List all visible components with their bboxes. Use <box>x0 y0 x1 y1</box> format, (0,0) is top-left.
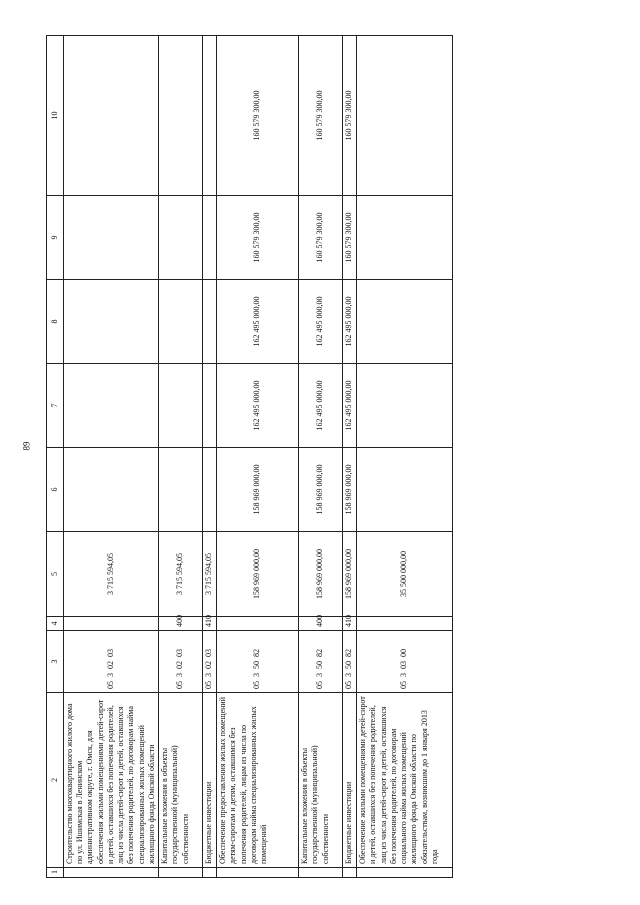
rotated-table-container <box>46 36 440 878</box>
header-cell: 6 <box>47 448 64 532</box>
value-col6: 158 969 000,00 <box>217 448 299 532</box>
empty-cell <box>64 868 159 878</box>
value-col7 <box>357 364 453 448</box>
value-col8: 162 495 000,00 <box>299 280 343 364</box>
table-row <box>64 36 159 878</box>
value-col5: 158 969 000,00 <box>217 532 299 617</box>
header-row <box>47 36 64 878</box>
table-row <box>299 36 343 878</box>
header-cell: 7 <box>47 364 64 448</box>
empty-cell <box>343 868 357 878</box>
row-name: Обеспечение предоставления жилых помещений детям-сиротам и детям, оставшимся без попечения родителей, лицам из числа по договорам найма специализированных жилых помещений <box>217 693 299 868</box>
value-col10: 160 579 300,00 <box>343 36 357 196</box>
value-col10 <box>203 36 217 196</box>
expense-type: 400 <box>299 617 343 631</box>
budget-code: 05 3 02 03 <box>159 631 203 693</box>
empty-cell <box>217 868 299 878</box>
value-col10 <box>159 36 203 196</box>
value-col9 <box>159 196 203 280</box>
budget-code: 05 3 02 03 <box>203 631 217 693</box>
value-col9: 160 579 300,00 <box>299 196 343 280</box>
empty-cell <box>299 868 343 878</box>
header-cell: 4 <box>47 617 64 631</box>
expense-type <box>64 617 159 631</box>
table-row <box>159 36 203 878</box>
value-col8 <box>357 280 453 364</box>
header-cell: 8 <box>47 280 64 364</box>
value-col8 <box>203 280 217 364</box>
header-cell: 3 <box>47 631 64 693</box>
value-col5: 3 715 594,05 <box>159 532 203 617</box>
value-col7: 162 495 000,00 <box>343 364 357 448</box>
value-col7: 162 495 000,00 <box>299 364 343 448</box>
expense-type: 410 <box>343 617 357 631</box>
value-col9 <box>203 196 217 280</box>
expense-type: 410 <box>203 617 217 631</box>
budget-code: 05 3 50 82 <box>299 631 343 693</box>
empty-cell <box>159 868 203 878</box>
value-col5: 158 969 000,00 <box>299 532 343 617</box>
table-row <box>343 36 357 878</box>
value-col9: 160 579 300,00 <box>343 196 357 280</box>
budget-code: 05 3 02 03 <box>64 631 159 693</box>
value-col6 <box>203 448 217 532</box>
expense-type: 400 <box>159 617 203 631</box>
value-col5: 3 715 594,05 <box>203 532 217 617</box>
value-col10: 160 579 300,00 <box>217 36 299 196</box>
value-col8 <box>159 280 203 364</box>
value-col7 <box>159 364 203 448</box>
row-name: Бюджетные инвестиции <box>343 693 357 868</box>
value-col8: 162 495 000,00 <box>343 280 357 364</box>
value-col9: 160 579 300,00 <box>217 196 299 280</box>
header-cell: 10 <box>47 36 64 196</box>
value-col5: 158 969 000,00 <box>343 532 357 617</box>
value-col6 <box>159 448 203 532</box>
value-col6: 158 969 000,00 <box>343 448 357 532</box>
value-col7 <box>64 364 159 448</box>
empty-cell <box>357 868 453 878</box>
value-col6: 158 969 000,00 <box>299 448 343 532</box>
header-cell: 9 <box>47 196 64 280</box>
value-col5: 3 715 594,05 <box>64 532 159 617</box>
expense-type <box>217 617 299 631</box>
table-row <box>357 36 453 878</box>
budget-code: 05 3 50 82 <box>343 631 357 693</box>
value-col8 <box>64 280 159 364</box>
value-col8: 162 495 000,00 <box>217 280 299 364</box>
document-page <box>46 36 440 878</box>
row-name: Капитальные вложения в объекты государственной (муниципальной) собственности <box>159 693 203 868</box>
row-name: Бюджетные инвестиции <box>203 693 217 868</box>
value-col9 <box>357 196 453 280</box>
value-col7: 162 495 000,00 <box>217 364 299 448</box>
budget-code: 05 3 03 00 <box>357 631 453 693</box>
row-name: Строительство многоквартирного жилого дома по ул. Ишимская в Ленинском административном округе, г. Омск, для обеспечения жильми помещениями детей-сирот и детей, оставшихся без попечения родителей, лиц из числа детей-сирот и детей, оставшихся без попечения родителей, по договорам найма специализированных жилых помещений жилищного фонда Омской области <box>64 693 159 868</box>
table-row <box>217 36 299 878</box>
page-number: 89 <box>21 441 32 451</box>
row-name: Капитальные вложения в объекты государственной (муниципальной) собственности <box>299 693 343 868</box>
header-cell: 1 <box>47 868 64 878</box>
value-col9 <box>64 196 159 280</box>
value-col5: 35 500 000,00 <box>357 532 453 617</box>
budget-table <box>46 35 453 878</box>
value-col10: 160 579 300,00 <box>299 36 343 196</box>
value-col6 <box>357 448 453 532</box>
header-cell: 5 <box>47 532 64 617</box>
value-col10 <box>64 36 159 196</box>
empty-cell <box>203 868 217 878</box>
header-cell: 2 <box>47 693 64 868</box>
value-col10 <box>357 36 453 196</box>
value-col7 <box>203 364 217 448</box>
budget-code: 05 3 50 82 <box>217 631 299 693</box>
value-col6 <box>64 448 159 532</box>
row-name: Обеспечение жилыми помещениями детей-сирот и детей, оставшихся без попечения родителей, лиц из числа детей-сирот и детей, оставшихся без попечения родителей, по договорам социального найма жилых помещений жилищного фонда Омской области по обязательствам, возникшим до 1 января 2013 года <box>357 693 453 868</box>
expense-type <box>357 617 453 631</box>
table-row <box>203 36 217 878</box>
